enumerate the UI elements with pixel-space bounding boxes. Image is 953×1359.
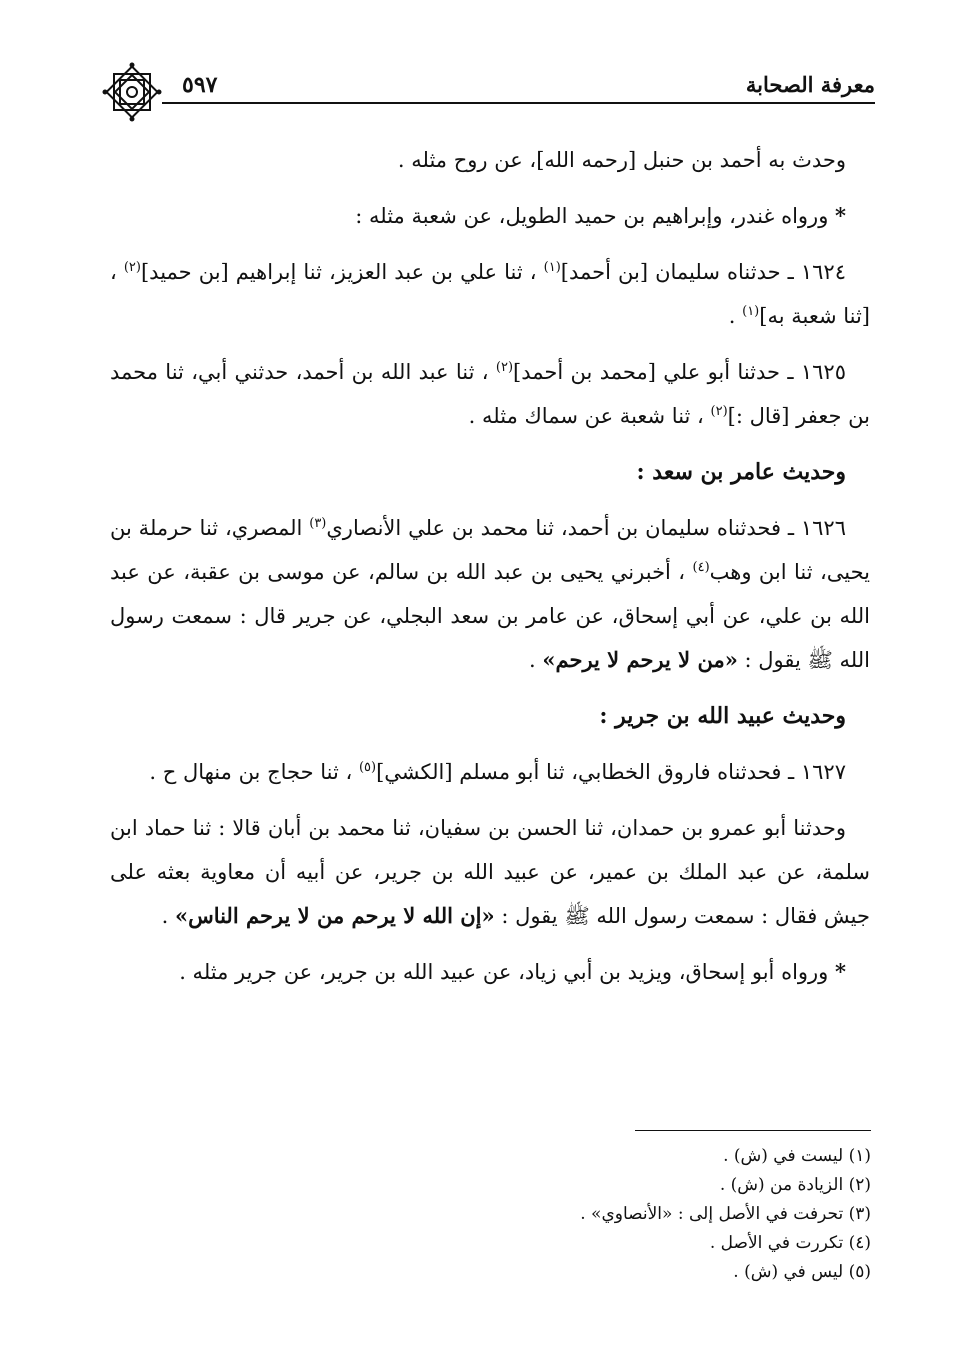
text: ١٦٢٧ ـ فحدثناه فاروق الخطابي، ثنا أبو مسلم [الكشي] [376, 760, 846, 784]
text: . [529, 648, 543, 672]
text: . [161, 904, 175, 928]
footnotes [371, 1142, 871, 1287]
hadith-1625 [110, 350, 870, 438]
footnote-ref: (٣) [309, 516, 327, 531]
text: ورواه أبو إسحاق، ويزيد بن أبي زياد، عن عبيد الله بن جرير، عن جرير مثله . [179, 960, 836, 984]
text: ١٦٢٥ ـ حدثنا أبو علي [محمد بن أحمد] [513, 360, 846, 384]
text: المصري، ثنا حرملة بن يحيى، ثنا ابن وهب [110, 516, 870, 584]
text: وحدث به أحمد بن حنبل [رحمه الله]، عن روح مثله . [397, 148, 846, 172]
star-marker: * [835, 959, 846, 984]
main-text [110, 138, 870, 1006]
text: وحدثنا أبو عمرو بن حمدان، ثنا الحسن بن سفيان، ثنا محمد بن أبان قالا : ثنا حماد ابن سلمة، عن عبد الملك بن عمير، عن عبيد الله بن جرير، عن أبيه أن معاوية بعثه على جيش فقال : سمعت رسول الله ﷺ يقول : [110, 816, 870, 928]
hadith-1627 [110, 750, 870, 794]
text: ، ثنا حجاج بن منهال ح . [149, 760, 359, 784]
text: ، ثنا علي بن عبد العزيز، ثنا إبراهيم [بن حميد] [140, 260, 544, 284]
hadith-quote: «من لا يرحم لا يرحم» [542, 647, 738, 672]
running-title: معرفة الصحابة [745, 72, 875, 97]
footnote-ref: (١) [543, 260, 561, 275]
star-marker: * [835, 203, 846, 228]
text: . [728, 304, 743, 328]
footnote-item: (٥) ليس في (ش) . [733, 1262, 871, 1282]
text: ١٦٢٤ ـ حدثناه سليمان [بن أحمد] [560, 260, 846, 284]
footnote-ref: (٢) [123, 260, 141, 275]
hadith-1624 [110, 250, 870, 338]
text: ، ثنا شعبة عن سماك مثله . [468, 404, 711, 428]
header-rule [162, 102, 875, 104]
footnote-item: (٣) تحرفت في الأصل إلى : «الأنصاوي» . [580, 1204, 871, 1224]
footnote-ref: (١) [742, 304, 760, 319]
footnote-ref: (٢) [495, 360, 514, 375]
footnote-rule [635, 1130, 871, 1131]
footnote-item: (٢) الزيادة من (ش) . [719, 1175, 871, 1195]
page-number: ٥٩٧ [182, 72, 218, 98]
text: ١٦٢٦ ـ فحدثناه سليمان بن أحمد، ثنا محمد بن علي الأنصاري [326, 516, 846, 540]
text: ، ثنا عبد الله بن أحمد، حدثني أبي، ثنا محمد بن جعفر [قال :] [110, 360, 870, 428]
hadith-quote: «إن الله لا يرحم من لا يرحم الناس» [174, 903, 495, 928]
paragraph-2 [110, 194, 870, 238]
text: ورواه غندر، وإبراهيم بن حميد الطويل، عن شعبة مثله : [355, 204, 836, 228]
section-heading-amir: وحديث عامر بن سعد : [636, 459, 846, 485]
paragraph-8 [110, 950, 870, 994]
hadith-1626 [110, 506, 870, 682]
section-heading-ubaidullah: وحديث عبيد الله بن جرير : [599, 703, 846, 729]
footnote-item: (١) ليست في (ش) . [723, 1146, 871, 1166]
footnote-ref: (٤) [692, 560, 710, 575]
text: ، أخبرني يحيى بن عبد الله بن سالم، عن موسى بن عقبة، عن عبد الله بن علي، عن أبي إسحاق، عن عامر بن سعد البجلي، عن جرير قال : سمعت رسول الله ﷺ يقول : [110, 560, 870, 672]
paragraph-1 [110, 138, 870, 182]
star-ornament-icon [100, 60, 164, 124]
footnote-ref: (٥) [358, 760, 377, 775]
text: ، [ثنا شعبة به] [110, 260, 870, 328]
footnote-item: (٤) تكررت في الأصل . [709, 1233, 871, 1253]
page-header [100, 60, 875, 120]
paragraph-chain [110, 806, 870, 938]
footnote-ref: (٢) [710, 404, 728, 419]
